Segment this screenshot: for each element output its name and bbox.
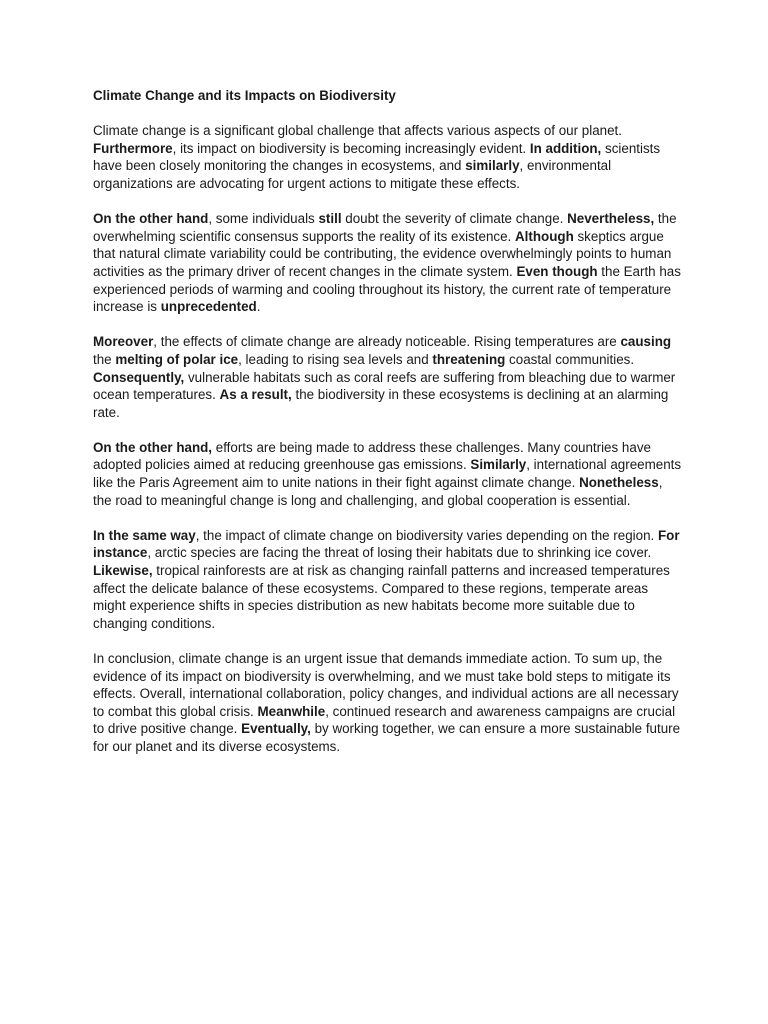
bold-transition-word: unprecedented <box>160 299 257 315</box>
bold-transition-word: threatening <box>432 351 506 367</box>
document-body <box>93 87 683 773</box>
bold-transition-word: On the other hand, <box>93 439 213 455</box>
bold-transition-word: In the same way <box>93 527 196 543</box>
paragraph-text: scientists have been closely monitoring the changes in ecosystems, and <box>93 140 661 174</box>
document-title: Climate Change and its Impacts on Biodiversity <box>93 88 396 103</box>
paragraph-text: , the impact of climate change on biodiversity varies depending on the region. <box>195 527 658 543</box>
paragraph-text: the biodiversity in these ecosystems is declining at an alarming rate. <box>93 387 669 420</box>
bold-transition-word: Nevertheless, <box>567 211 655 227</box>
paragraph-text: vulnerable habitats such as coral reefs are suffering from bleaching due to warmer ocean temperatures. <box>93 369 676 403</box>
paragraph-text: , some individuals <box>208 211 319 227</box>
paragraph-text: by working together, we can ensure a more sustainable future for our planet and its diverse ecosystems. <box>93 721 681 754</box>
bold-transition-word: Although <box>515 228 574 244</box>
bold-transition-word: still <box>318 211 342 227</box>
paragraph-text: , leading to rising sea levels and <box>238 351 433 367</box>
paragraph-text: In conclusion, climate change is an urgent issue that demands immediate action. To sum up, the evidence of its impact on biodiversity is overwhelming, and we must take bold steps to mitigate its effects. Overall, international collaboration, policy changes, and individual actions are all necessary to combat this global crisis. <box>93 651 679 719</box>
paragraph-text: , continued research and awareness campaigns are crucial to drive positive change. <box>93 703 676 737</box>
paragraph-text: skeptics argue that natural climate variability could be contributing, the evidence overwhelmingly points to human activities as the primary driver of recent changes in the climate system. <box>93 228 672 279</box>
paragraph-text: the <box>93 351 116 367</box>
paragraph-text: , the effects of climate change are already noticeable. Rising temperatures are <box>153 334 621 350</box>
bold-transition-word: causing <box>620 334 672 350</box>
bold-transition-word: melting of polar ice <box>115 351 239 367</box>
bold-transition-word: Similarly <box>470 457 527 473</box>
paragraph-text: efforts are being made to address these challenges. Many countries have adopted policies aimed at reducing greenhouse gas emissions. <box>93 439 651 473</box>
paragraph-intro <box>93 122 683 192</box>
paragraph-text: , environmental organizations are advocating for urgent actions to mitigate these effects. <box>93 158 612 191</box>
bold-transition-word: Furthermore <box>93 140 173 156</box>
bold-transition-word: Likewise, <box>93 563 153 579</box>
paragraph-text: doubt the severity of climate change. <box>341 211 568 227</box>
bold-transition-word: Consequently, <box>93 369 185 385</box>
paragraph-conclusion <box>93 650 683 756</box>
paragraph-text: the overwhelming scientific consensus supports the reality of its existence. <box>93 211 677 244</box>
bold-transition-word: Even though <box>516 263 598 279</box>
paragraph-text: . <box>256 299 261 315</box>
paragraph-text: , its impact on biodiversity is becoming increasingly evident. <box>172 140 530 156</box>
bold-transition-word: In addition, <box>529 140 602 156</box>
bold-transition-word: Nonetheless <box>579 475 659 491</box>
paragraph-skeptics <box>93 210 683 316</box>
bold-transition-word: Moreover <box>93 334 154 350</box>
paragraph-efforts <box>93 439 683 509</box>
bold-transition-word: On the other hand <box>93 211 209 227</box>
paragraph-text: Climate change is a significant global challenge that affects various aspects of our planet. <box>93 123 622 139</box>
paragraph-text: , international agreements like the Paris Agreement aim to unite nations in their fight against climate change. <box>93 457 682 491</box>
paragraph-effects <box>93 333 683 421</box>
paragraph-text: , the road to meaningful change is long and challenging, and global cooperation is essential. <box>93 475 663 508</box>
paragraph-regional <box>93 527 683 633</box>
bold-transition-word: For instance <box>93 527 680 561</box>
paragraph-text: coastal communities. <box>505 351 635 367</box>
paragraph-text: , arctic species are facing the threat of losing their habitats due to shrinking ice cover. <box>147 545 652 561</box>
bold-transition-word: Eventually, <box>241 721 311 737</box>
paragraph-text: tropical rainforests are at risk as changing rainfall patterns and increased temperatures affect the delicate balance of these ecosystems. Compared to these regions, temperate areas might experience shifts in species distribution as new habitats become more suitable due to changing conditions. <box>93 563 670 631</box>
paragraph-text: the Earth has experienced periods of warming and cooling throughout its history, the current rate of temperature increase is <box>93 263 681 315</box>
bold-transition-word: As a result, <box>219 387 292 403</box>
bold-transition-word: Meanwhile <box>257 703 326 719</box>
bold-transition-word: similarly <box>465 158 520 174</box>
